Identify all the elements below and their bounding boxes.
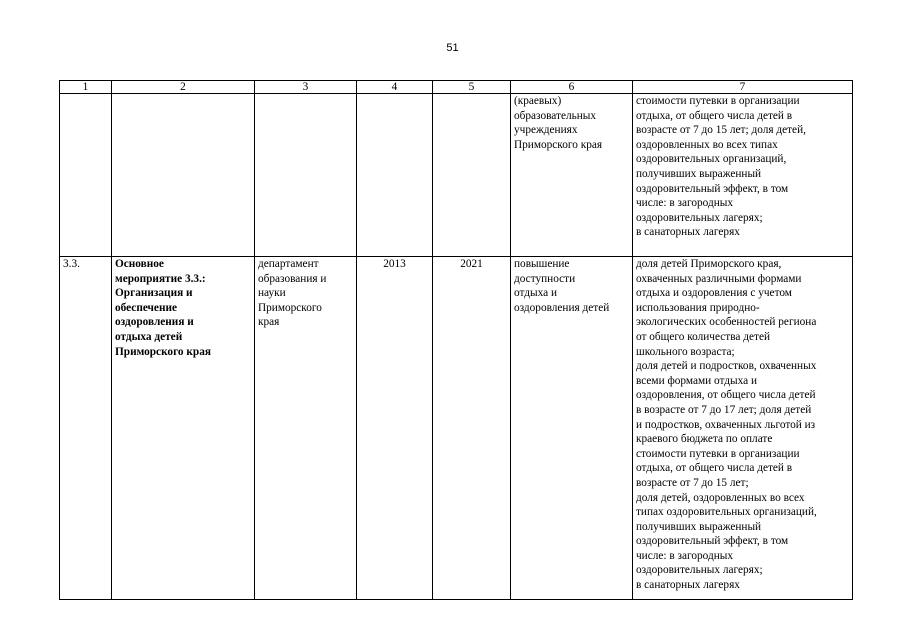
- text-line: учреждениях: [514, 124, 578, 137]
- text-line: доля детей, оздоровленных во всех: [636, 491, 805, 504]
- text-line: отдыха детей: [115, 330, 183, 343]
- text-line: экологических особенностей региона: [636, 316, 817, 329]
- text-line: получивших выраженный: [636, 167, 762, 180]
- text-line: Основное: [115, 258, 164, 270]
- text-line: возрасте от 7 до 15 лет;: [636, 476, 749, 489]
- header-cell: 5: [433, 81, 511, 94]
- text-line: получивших выраженный: [636, 520, 762, 533]
- text-line: оздоровления и: [115, 316, 194, 329]
- cell-indicators: [633, 257, 853, 600]
- text-line: в возрасте от 7 до 17 лет; доля детей: [636, 403, 812, 416]
- cell-start-year: 2013: [357, 257, 433, 600]
- text-line: Организация и: [115, 287, 193, 300]
- header-cell: 4: [357, 81, 433, 94]
- text-line: типах оздоровительных организаций,: [636, 506, 817, 519]
- text-line: отдыха и: [514, 287, 558, 300]
- text-line: оздоровительных лагерях;: [636, 564, 763, 577]
- cell-measure: [112, 257, 255, 600]
- text-line: образовательных: [514, 109, 597, 122]
- page-number: 51: [446, 42, 459, 54]
- text-line: Приморского края: [115, 345, 211, 358]
- text-line: и подростков, охваченных льготой из: [636, 418, 816, 431]
- text-line: доля детей Приморского края,: [636, 258, 782, 270]
- table-header-row: [60, 81, 853, 94]
- text-line: Приморского края: [514, 138, 603, 151]
- text-line: повышение: [514, 258, 570, 270]
- table-row-3-3: [60, 257, 853, 600]
- text-line: возрасте от 7 до 15 лет; доля детей,: [636, 124, 806, 137]
- text-line: оздоровительный эффект, в том: [636, 535, 789, 548]
- cell-measure: [112, 94, 255, 257]
- text-line: (краевых): [514, 95, 562, 107]
- text-line: стоимости путевки в организации: [636, 447, 800, 460]
- cell-executor: [255, 94, 357, 257]
- text-line: в санаторных лагерях: [636, 226, 740, 239]
- text-line: департамент: [258, 258, 319, 270]
- text-line: Приморского: [258, 301, 322, 314]
- text-line: мероприятие 3.3.:: [115, 272, 206, 285]
- cell-indicators: [633, 94, 853, 257]
- cell-result: [511, 257, 633, 600]
- header-cell: 3: [255, 81, 357, 94]
- text-line: числе: в загородных: [636, 549, 733, 562]
- cell-end-year: 2021: [433, 257, 511, 600]
- header-cell: 7: [633, 81, 853, 94]
- text-line: оздоровительный эффект, в том: [636, 182, 789, 195]
- cell-number: [60, 94, 112, 257]
- text-line: доля детей и подростков, охваченных: [636, 360, 817, 373]
- cell-end-year: [433, 94, 511, 257]
- text-line: оздоровительных организаций,: [636, 153, 787, 166]
- text-line: оздоровления, от общего числа детей: [636, 389, 816, 402]
- program-table: [59, 80, 853, 600]
- text-line: всеми формами отдыха и: [636, 374, 758, 387]
- text-line: в санаторных лагерях: [636, 579, 740, 592]
- text-line: края: [258, 316, 280, 329]
- text-line: доступности: [514, 272, 576, 285]
- header-cell: 2: [112, 81, 255, 94]
- text-line: краевого бюджета по оплате: [636, 433, 773, 446]
- cell-result: [511, 94, 633, 257]
- text-line: оздоровления детей: [514, 301, 610, 314]
- text-line: образования и: [258, 272, 327, 285]
- text-line: стоимости путевки в организации: [636, 95, 800, 107]
- text-line: отдыха, от общего числа детей в: [636, 462, 793, 475]
- text-line: обеспечение: [115, 301, 177, 314]
- text-line: охваченных различными формами: [636, 272, 802, 285]
- text-line: отдыха, от общего числа детей в: [636, 109, 793, 122]
- header-cell: 6: [511, 81, 633, 94]
- text-line: школьного возраста;: [636, 345, 735, 358]
- cell-number: 3.3.: [60, 257, 112, 600]
- text-line: числе: в загородных: [636, 197, 733, 210]
- text-line: оздоровленных во всех типах: [636, 138, 778, 151]
- text-line: от общего количества детей: [636, 330, 771, 343]
- text-line: использования природно-: [636, 301, 760, 314]
- cell-executor: [255, 257, 357, 600]
- header-cell: 1: [60, 81, 112, 94]
- text-line: отдыха и оздоровления с учетом: [636, 287, 792, 300]
- text-line: науки: [258, 287, 286, 300]
- text-line: оздоровительных лагерях;: [636, 211, 763, 224]
- table-row-continuation: [60, 94, 853, 257]
- cell-start-year: [357, 94, 433, 257]
